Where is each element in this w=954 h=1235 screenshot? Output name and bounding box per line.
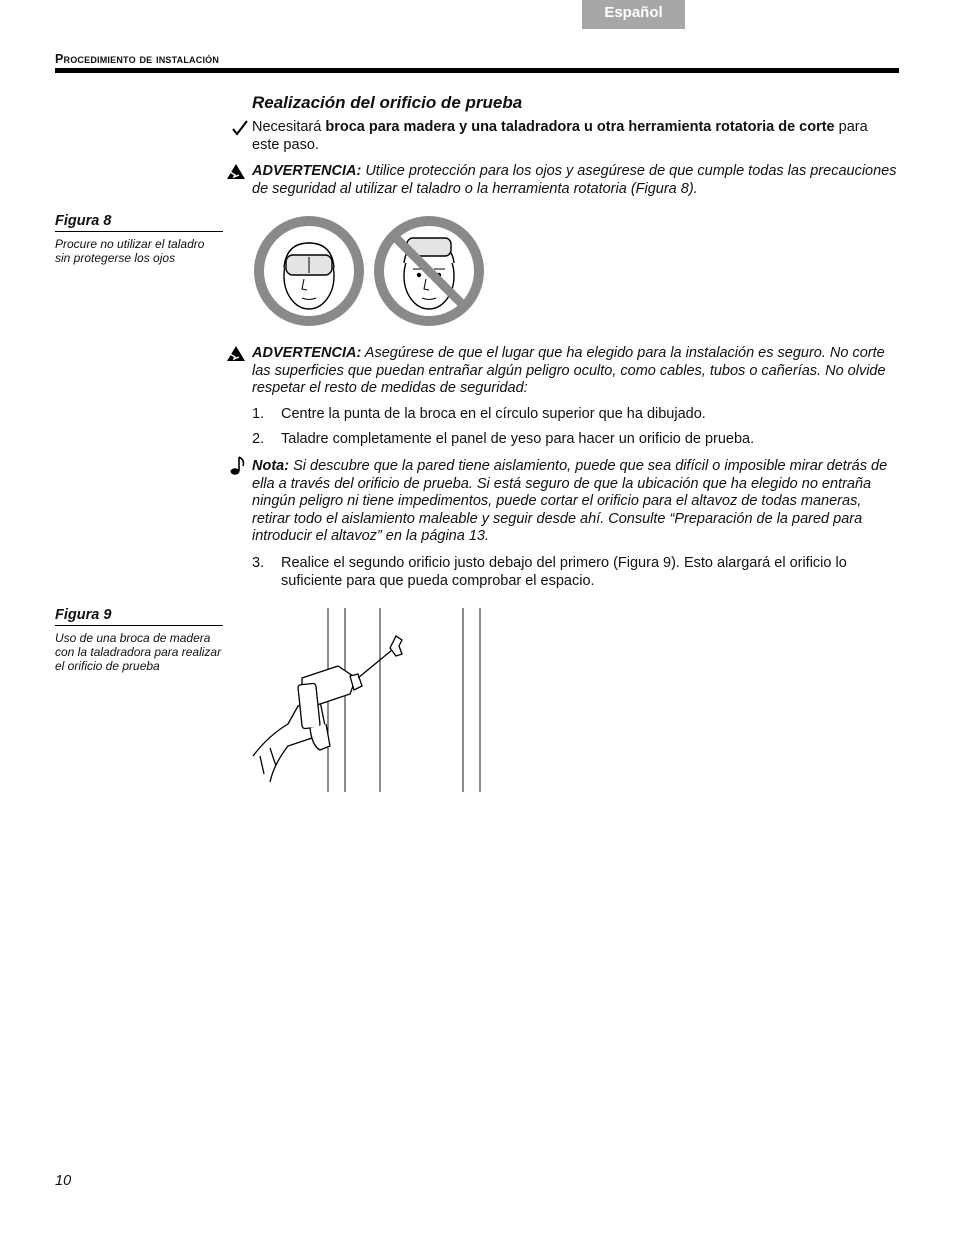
figure-8-illustration [252, 213, 488, 329]
requirement-text: Necesitará broca para madera y una taladradora u otra herramienta rotatoria de corte para este paso. [252, 119, 868, 153]
checkmark-icon [232, 120, 248, 136]
wall-studs [328, 608, 480, 792]
warning-triangle-icon [226, 163, 246, 180]
note: Nota: Si descubre que la pared tiene aislamiento, puede que sea difícil o imposible mirar detrás de ella a través del orificio de prueba. Si está seguro de que la ubicación que ha elegido no entraña ningún peligro ni tiene impedimentos, puede cortar el orificio para el altavoz de todas maneras, retirar todo el aislamiento maleable y seguir desde ahí. Consulte “Preparación de la pared para introducir el altavoz” en la página 13. [252, 458, 888, 544]
music-note-icon [229, 456, 247, 476]
page-number: 10 [55, 1173, 72, 1189]
figure-9-illustration [250, 606, 490, 794]
language-tab[interactable]: Español [582, 0, 685, 29]
warning-triangle-icon [226, 345, 246, 362]
face-with-goggles [259, 221, 359, 321]
section-title: Realización del orificio de prueba [252, 93, 523, 112]
header-rule [55, 68, 899, 73]
figure-9-label: Figura 9 [55, 607, 223, 626]
figure-8-caption: Procure no utilizar el taladro sin protegerse los ojos [55, 237, 205, 265]
figure-8-label: Figura 8 [55, 213, 223, 232]
step-1: 1. Centre la punta de la broca en el círculo superior que ha dibujado. [252, 406, 706, 422]
warning-1: ADVERTENCIA: Utilice protección para los ojos y asegúrese de que cumple todas las precauciones de seguridad al utilizar el taladro o la herramienta rotatoria (Figura 8). [252, 163, 897, 197]
step-2: 2. Taladre completamente el panel de yeso para hacer un orificio de prueba. [252, 431, 755, 447]
face-without-goggles-prohibited [379, 221, 479, 321]
step-3: 3. Realice el segundo orificio justo debajo del primero (Figura 9). Esto alargará el orificio lo suficiente para que pueda comprobar el espacio. [252, 555, 847, 589]
figure-9-caption: Uso de una broca de madera con la taladradora para realizar el orificio de prueba [55, 631, 222, 673]
section-header: Procedimiento de instalación [55, 52, 220, 66]
warning-2: ADVERTENCIA: Asegúrese de que el lugar que ha elegido para la instalación es seguro. No corte las superficies que puedan entrañar algún peligro oculto, como cables, tubos o cañerías. No olvide respetar el resto de medidas de seguridad: [252, 345, 886, 396]
